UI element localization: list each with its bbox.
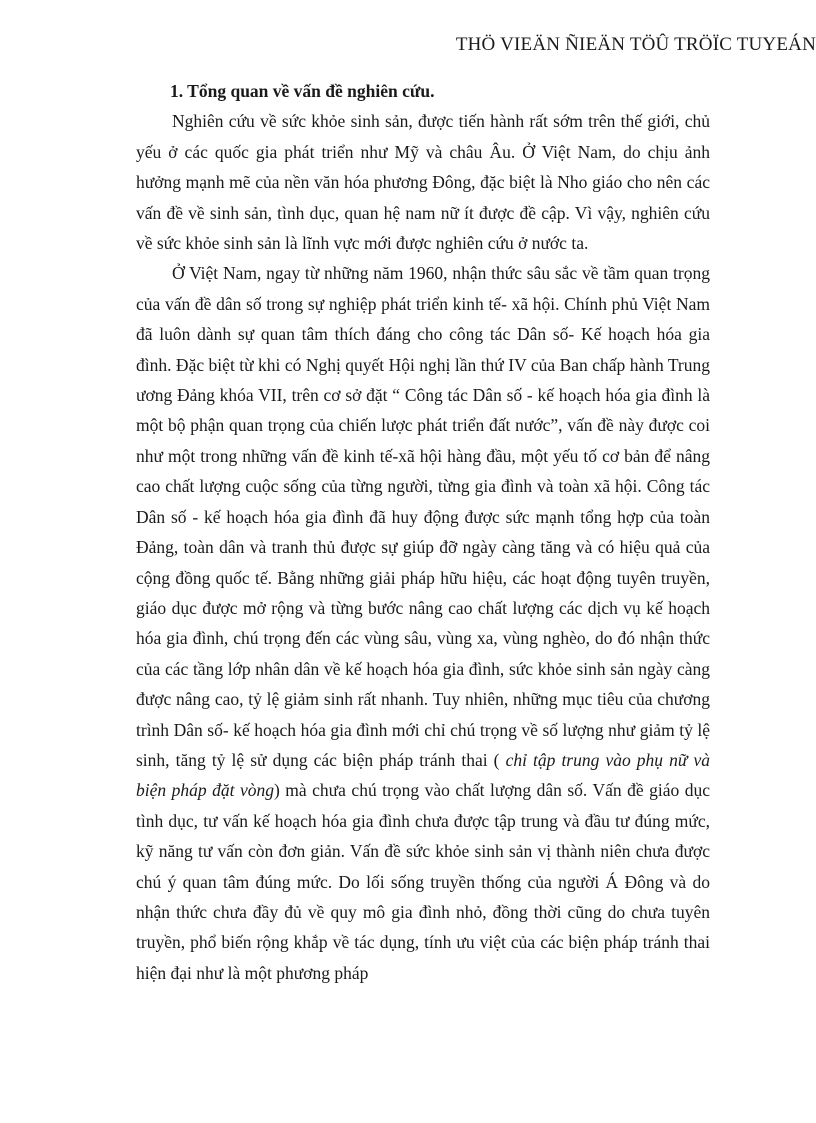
paragraph-2-text-start: Ở Việt Nam, ngay từ những năm 1960, nhận thức sâu sắc về tầm quan trọng của vấn đề dân số trong sự nghiệp phát triển kinh tế- xã hội. Chính phủ Việt Nam đã luôn dành sự quan tâm thích đáng cho công tác Dân số- Kế hoạch hóa gia đình. Đặc biệt từ khi có Nghị quyết Hội nghị lần thứ IV của Ban chấp hành Trung ương Đảng khóa VII, trên cơ sở đặt “ Công tác Dân số - kế hoạch hóa gia đình là một bộ phận quan trọng của chiến lược phát triển đất nước”, vấn đề này được coi như một trong những vấn đề kinh tế-xã hội hàng đầu, một yếu tố cơ bản để nâng cao chất lượng cuộc sống của từng người, từng gia đình và toàn xã hội. Công tác Dân số - kế hoạch hóa gia đình đã huy động được sức mạnh tổng hợp của toàn Đảng, toàn dân và tranh thủ được sự giúp đỡ ngày càng tăng và có hiệu quả của cộng đồng quốc tế. Bằng những giải pháp hữu hiệu, các hoạt động tuyên truyền, giáo dục được mở rộng và từng bước nâng cao chất lượng các dịch vụ kế hoạch hóa gia đình, chú trọng đến các vùng sâu, vùng xa, vùng nghèo, do đó nhận thức của các tầng lớp nhân dân về kế hoạch hóa gia đình, sức khỏe sinh sản ngày càng được nâng cao, tỷ lệ giảm sinh rất nhanh. Tuy nhiên, những mục tiêu của chương trình Dân số- kế hoạch hóa gia đình mới chỉ chú trọng về số lượng như giảm tỷ lệ sinh, tăng tỷ lệ sử dụng các biện pháp tránh thai ( [136, 263, 710, 770]
paragraph-2 [136, 258, 710, 988]
document-body [136, 76, 710, 988]
paragraph-2-text-end: ) mà chưa chú trọng vào chất lượng dân số. Vấn đề giáo dục tình dục, tư vấn kế hoạch hóa gia đình chưa được tập trung và đầu tư đúng mức, kỹ năng tư vấn còn đơn giản. Vấn đề sức khỏe sinh sản vị thành niên chưa được chú ý quan tâm đúng mức. Do lối sống truyền thống của người Á Đông và do nhận thức chưa đầy đủ về quy mô gia đình nhỏ, đồng thời cũng do chưa tuyên truyền, phổ biến rộng khắp về tác dụng, tính ưu việt của các biện pháp tránh thai hiện đại như là một phương pháp [136, 780, 710, 983]
paragraph-2-italic-note: chỉ tập trung vào phụ nữ và biện pháp đặt vòng [136, 749, 710, 801]
section-heading: 1. Tổng quan về vấn đề nghiên cứu. [170, 81, 435, 101]
page-header-title: THÖ VIEÄN ÑIEÄN TÖÛ TRÖÏC TUYEÁN [455, 34, 816, 55]
paragraph-1: Nghiên cứu về sức khỏe sinh sản, được tiến hành rất sớm trên thế giới, chủ yếu ở các quốc gia phát triển như Mỹ và châu Âu. Ở Việt Nam, do chịu ảnh hưởng mạnh mẽ của nền văn hóa phương Đông, đặc biệt là Nho giáo cho nên các vấn đề về sinh sản, tình dục, quan hệ nam nữ ít được đề cập. Vì vậy, nghiên cứu về sức khỏe sinh sản là lĩnh vực mới được nghiên cứu ở nước ta. [136, 111, 710, 254]
